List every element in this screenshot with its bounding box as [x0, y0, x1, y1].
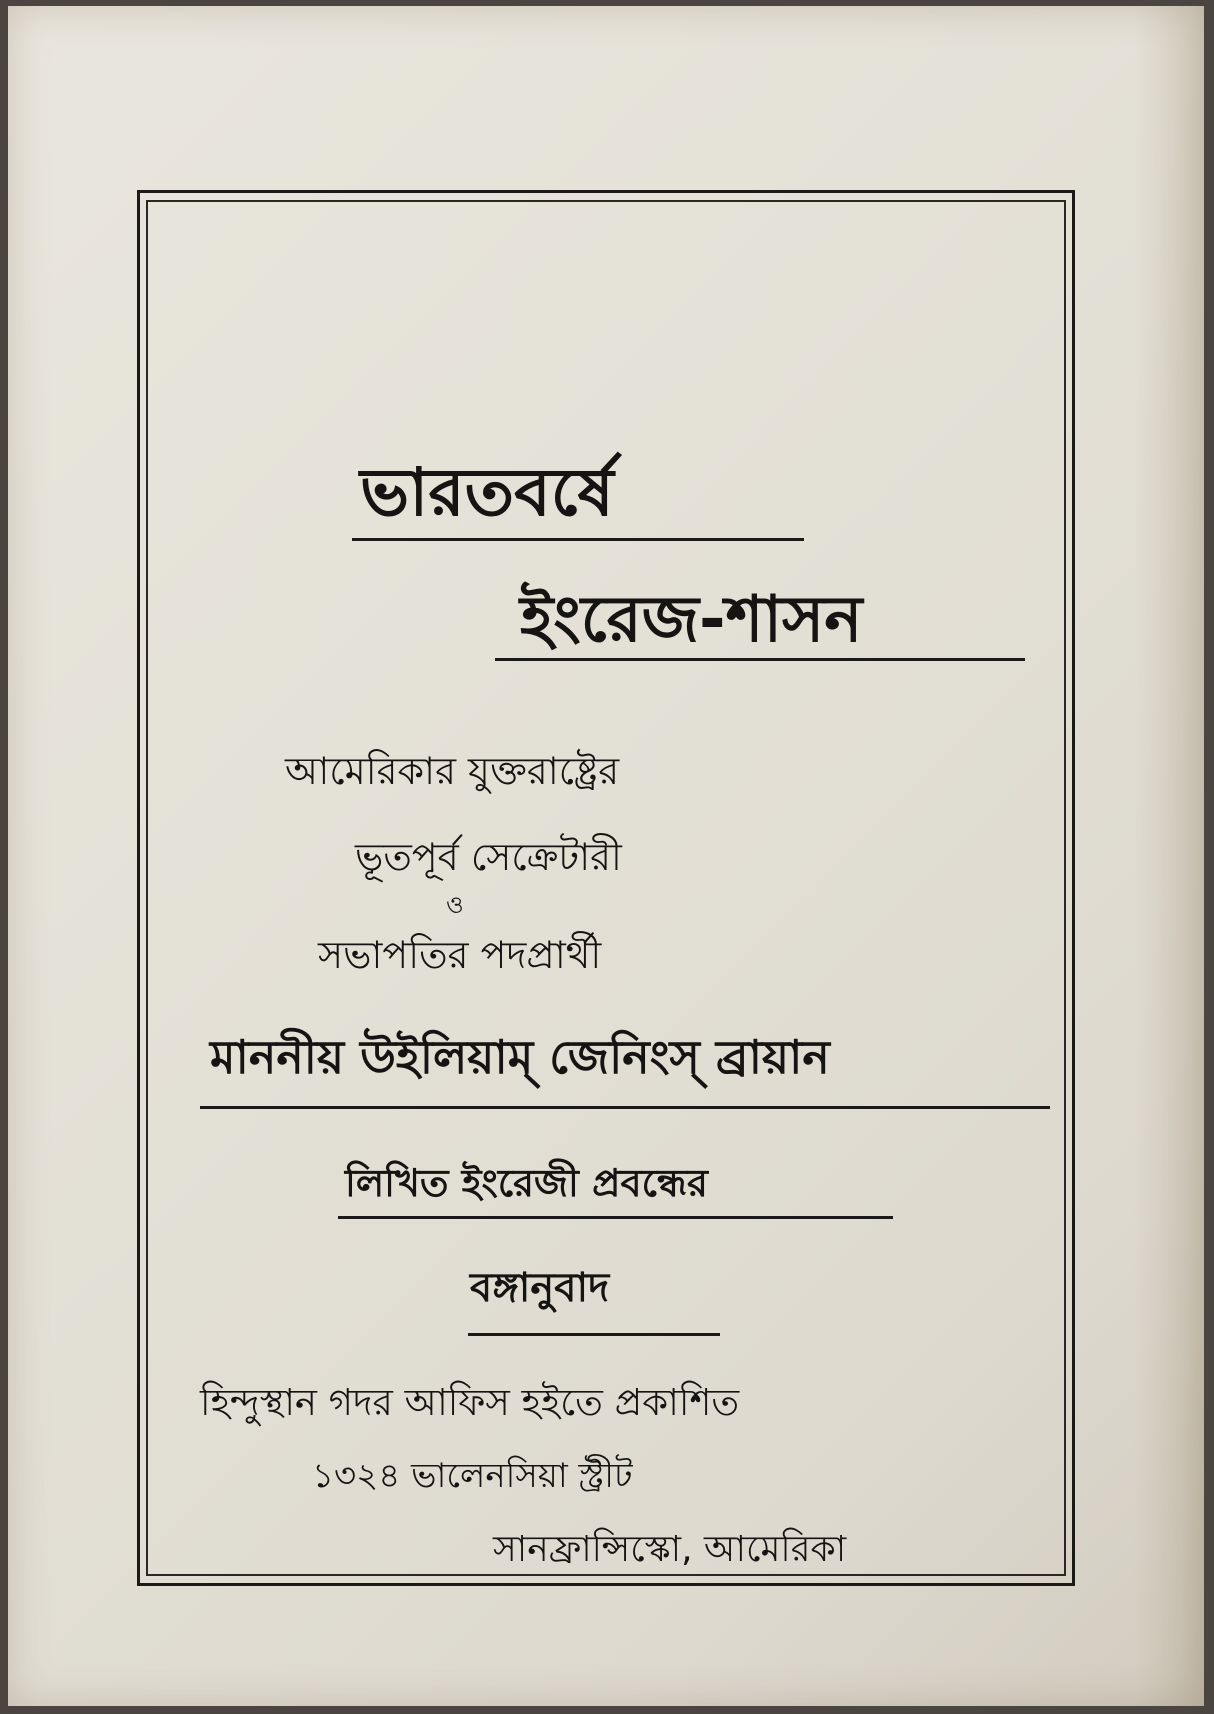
written-line: লিখিত ইংরেজী প্রবন্ধের	[345, 1161, 708, 1205]
address-line-1: ১৩২৪ ভালেনসিয়া স্ট্রীট	[312, 1456, 633, 1496]
author-name: মাননীয় উইলিয়াম্ জেনিংস্ ব্রায়ান	[210, 1030, 830, 1084]
written-line-underline	[338, 1216, 893, 1219]
subtitle-line-3: সভাপতির পদপ্রার্থী	[318, 933, 602, 977]
publisher-line: হিন্দুস্থান গদর আফিস হইতে প্রকাশিত	[200, 1381, 740, 1424]
title-line-2-underline	[495, 658, 1025, 661]
address-line-2: সানফ্রান্সিস্কো, আমেরিকা	[493, 1529, 847, 1570]
subtitle-line-2: ভূতপূর্ব সেক্রেটারী	[355, 835, 622, 879]
page-edge-shadow	[1134, 6, 1204, 1706]
title-line-2: ইংরেজ-শাসন	[520, 583, 863, 657]
title-line-1-underline	[352, 538, 804, 541]
subtitle-line-1: আমেরিকার যুক্তরাষ্ট্রের	[285, 749, 620, 793]
inner-border-frame	[146, 200, 1066, 1576]
subtitle-conjunction: ও	[446, 891, 464, 919]
translation-label-underline	[468, 1333, 720, 1336]
author-name-underline	[200, 1106, 1050, 1109]
title-line-1: ভারতবর্ষে	[360, 454, 614, 531]
translation-label: বঙ্গানুবাদ	[470, 1265, 610, 1311]
